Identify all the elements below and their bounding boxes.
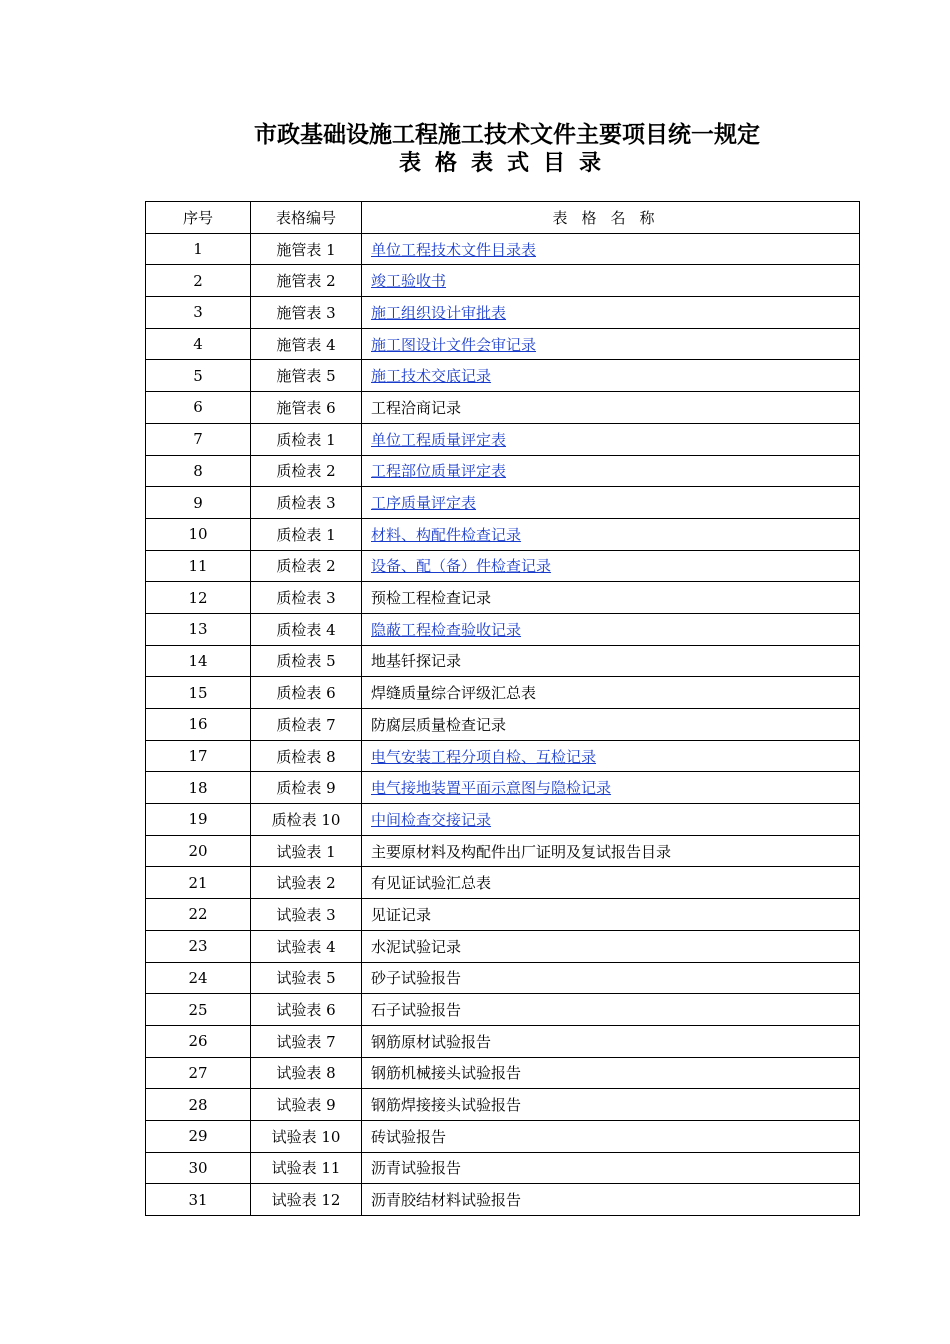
row-form-code: 质检表 7: [251, 709, 362, 741]
row-form-code: 试验表 10: [251, 1120, 362, 1152]
row-form-code: 施管表 4: [251, 328, 362, 360]
table-row: [146, 233, 860, 265]
row-serial-number: 30: [146, 1152, 251, 1184]
row-form-name-cell: [362, 677, 860, 709]
row-form-name-cell: [362, 867, 860, 899]
row-form-name-cell: [362, 1184, 860, 1216]
row-form-name-cell: [362, 772, 860, 804]
table-row: [146, 392, 860, 424]
form-name-link[interactable]: 竣工验收书: [371, 272, 447, 291]
table-row: [146, 1120, 860, 1152]
table-row: [146, 265, 860, 297]
row-form-name-cell: [362, 582, 860, 614]
row-form-code: 试验表 7: [251, 1025, 362, 1057]
row-form-name-cell: [362, 1025, 860, 1057]
row-form-code: 施管表 1: [251, 233, 362, 265]
table-row: [146, 487, 860, 519]
row-form-code: 试验表 4: [251, 930, 362, 962]
row-serial-number: 8: [146, 455, 251, 487]
table-row: [146, 930, 860, 962]
form-name-text: 钢筋焊接接头试验报告: [371, 1096, 522, 1115]
row-form-code: 试验表 9: [251, 1089, 362, 1121]
document-subtitle: 表格表式目录: [398, 150, 615, 176]
table-row: [146, 1057, 860, 1089]
table-row: [146, 455, 860, 487]
row-serial-number: 24: [146, 962, 251, 994]
form-name-link[interactable]: 施工技术交底记录: [371, 367, 492, 386]
table-row: [146, 677, 860, 709]
row-form-name-cell: [362, 1120, 860, 1152]
table-row: [146, 360, 860, 392]
header-form-name: 表格名称: [362, 202, 860, 234]
table-row: [146, 1089, 860, 1121]
row-form-code: 质检表 6: [251, 677, 362, 709]
form-name-link[interactable]: 单位工程质量评定表: [371, 430, 507, 449]
form-name-link[interactable]: 电气接地装置平面示意图与隐检记录: [371, 779, 612, 798]
row-form-name-cell: [362, 487, 860, 519]
row-serial-number: 7: [146, 423, 251, 455]
form-name-text: 有见证试验汇总表: [371, 874, 492, 893]
row-form-name-cell: [362, 899, 860, 931]
row-form-name-cell: [362, 962, 860, 994]
row-serial-number: 21: [146, 867, 251, 899]
row-serial-number: 26: [146, 1025, 251, 1057]
row-form-name-cell: [362, 233, 860, 265]
form-name-text: 砖试验报告: [371, 1127, 447, 1146]
row-serial-number: 25: [146, 994, 251, 1026]
row-form-name-cell: [362, 1057, 860, 1089]
table-row: [146, 1184, 860, 1216]
table-row: [146, 740, 860, 772]
table-row: [146, 1152, 860, 1184]
header-row: [146, 202, 860, 234]
table-row: [146, 994, 860, 1026]
row-serial-number: 16: [146, 709, 251, 741]
table-row: [146, 899, 860, 931]
row-form-code: 质检表 1: [251, 518, 362, 550]
row-form-code: 施管表 6: [251, 392, 362, 424]
row-form-code: 质检表 3: [251, 582, 362, 614]
row-form-name-cell: [362, 360, 860, 392]
row-form-code: 试验表 12: [251, 1184, 362, 1216]
row-serial-number: 19: [146, 804, 251, 836]
row-serial-number: 27: [146, 1057, 251, 1089]
row-form-name-cell: [362, 265, 860, 297]
row-serial-number: 17: [146, 740, 251, 772]
row-serial-number: 29: [146, 1120, 251, 1152]
row-form-code: 质检表 10: [251, 804, 362, 836]
row-serial-number: 13: [146, 613, 251, 645]
form-name-link[interactable]: 材料、构配件检查记录: [371, 525, 522, 544]
table-row: [146, 835, 860, 867]
row-form-name-cell: [362, 518, 860, 550]
row-form-code: 试验表 1: [251, 835, 362, 867]
row-form-code: 试验表 11: [251, 1152, 362, 1184]
form-name-link[interactable]: 中间检查交接记录: [371, 810, 492, 829]
row-form-code: 试验表 5: [251, 962, 362, 994]
table-row: [146, 1025, 860, 1057]
row-serial-number: 2: [146, 265, 251, 297]
row-form-code: 施管表 5: [251, 360, 362, 392]
row-form-name-cell: [362, 297, 860, 329]
table-header: [146, 202, 860, 234]
table-row: [146, 297, 860, 329]
form-name-text: 钢筋原材试验报告: [371, 1032, 492, 1051]
row-form-code: 质检表 9: [251, 772, 362, 804]
row-serial-number: 18: [146, 772, 251, 804]
form-name-text: 焊缝质量综合评级汇总表: [371, 684, 537, 703]
row-serial-number: 14: [146, 645, 251, 677]
form-name-text: 地基钎探记录: [371, 652, 462, 671]
form-name-text: 钢筋机械接头试验报告: [371, 1064, 522, 1083]
table-row: [146, 550, 860, 582]
table-row: [146, 804, 860, 836]
row-form-code: 施管表 2: [251, 265, 362, 297]
row-form-code: 质检表 5: [251, 645, 362, 677]
row-form-name-cell: [362, 930, 860, 962]
form-name-text: 沥青胶结材料试验报告: [371, 1191, 522, 1210]
row-form-name-cell: [362, 328, 860, 360]
table-row: [146, 328, 860, 360]
row-serial-number: 9: [146, 487, 251, 519]
row-serial-number: 6: [146, 392, 251, 424]
row-form-name-cell: [362, 455, 860, 487]
form-name-link[interactable]: 隐蔽工程检查验收记录: [371, 620, 522, 639]
row-serial-number: 31: [146, 1184, 251, 1216]
form-name-text: 防腐层质量检查记录: [371, 715, 507, 734]
row-serial-number: 23: [146, 930, 251, 962]
table-row: [146, 709, 860, 741]
header-serial-number: 序号: [146, 202, 251, 234]
form-name-text: 预检工程检查记录: [371, 589, 492, 608]
form-name-text: 砂子试验报告: [371, 969, 462, 988]
row-form-code: 质检表 4: [251, 613, 362, 645]
row-form-code: 质检表 2: [251, 455, 362, 487]
row-serial-number: 22: [146, 899, 251, 931]
row-serial-number: 20: [146, 835, 251, 867]
row-serial-number: 1: [146, 233, 251, 265]
row-form-name-cell: [362, 1152, 860, 1184]
row-serial-number: 3: [146, 297, 251, 329]
row-serial-number: 5: [146, 360, 251, 392]
form-name-text: 水泥试验记录: [371, 937, 462, 956]
row-form-name-cell: [362, 835, 860, 867]
row-form-code: 质检表 3: [251, 487, 362, 519]
table-row: [146, 962, 860, 994]
row-form-code: 试验表 2: [251, 867, 362, 899]
form-name-link[interactable]: 工序质量评定表: [371, 494, 477, 513]
row-form-name-cell: [362, 709, 860, 741]
row-form-name-cell: [362, 994, 860, 1026]
form-name-text: 沥青试验报告: [371, 1159, 462, 1178]
table-row: [146, 613, 860, 645]
row-serial-number: 11: [146, 550, 251, 582]
table-row: [146, 772, 860, 804]
header-form-code: 表格编号: [251, 202, 362, 234]
row-form-name-cell: [362, 804, 860, 836]
row-form-code: 试验表 3: [251, 899, 362, 931]
form-name-link[interactable]: 电气安装工程分项自检、互检记录: [371, 747, 597, 766]
row-form-code: 质检表 1: [251, 423, 362, 455]
document-title: 市政基础设施工程施工技术文件主要项目统一规定: [254, 121, 760, 148]
row-form-name-cell: [362, 740, 860, 772]
row-serial-number: 12: [146, 582, 251, 614]
row-form-name-cell: [362, 613, 860, 645]
form-name-text: 工程洽商记录: [371, 398, 462, 417]
row-form-name-cell: [362, 1089, 860, 1121]
row-serial-number: 4: [146, 328, 251, 360]
table-body: [146, 233, 860, 1215]
row-form-code: 施管表 3: [251, 297, 362, 329]
form-name-link[interactable]: 设备、配（备）件检查记录: [371, 557, 552, 576]
row-form-code: 试验表 8: [251, 1057, 362, 1089]
form-name-text: 石子试验报告: [371, 1001, 462, 1020]
table-row: [146, 518, 860, 550]
form-name-link[interactable]: 工程部位质量评定表: [371, 462, 507, 481]
form-name-link[interactable]: 单位工程技术文件目录表: [371, 240, 537, 259]
row-form-name-cell: [362, 392, 860, 424]
form-name-link[interactable]: 施工图设计文件会审记录: [371, 335, 537, 354]
row-form-code: 试验表 6: [251, 994, 362, 1026]
form-name-link[interactable]: 施工组织设计审批表: [371, 303, 507, 322]
row-form-code: 质检表 8: [251, 740, 362, 772]
row-form-name-cell: [362, 645, 860, 677]
row-serial-number: 15: [146, 677, 251, 709]
form-name-text: 主要原材料及构配件出厂证明及复试报告目录: [371, 842, 672, 861]
table-row: [146, 867, 860, 899]
table-row: [146, 645, 860, 677]
row-form-code: 质检表 2: [251, 550, 362, 582]
form-name-text: 见证记录: [371, 905, 432, 924]
table-row: [146, 423, 860, 455]
row-form-name-cell: [362, 423, 860, 455]
row-form-name-cell: [362, 550, 860, 582]
form-catalog-table: [145, 201, 860, 1216]
row-serial-number: 10: [146, 518, 251, 550]
row-serial-number: 28: [146, 1089, 251, 1121]
table-row: [146, 582, 860, 614]
